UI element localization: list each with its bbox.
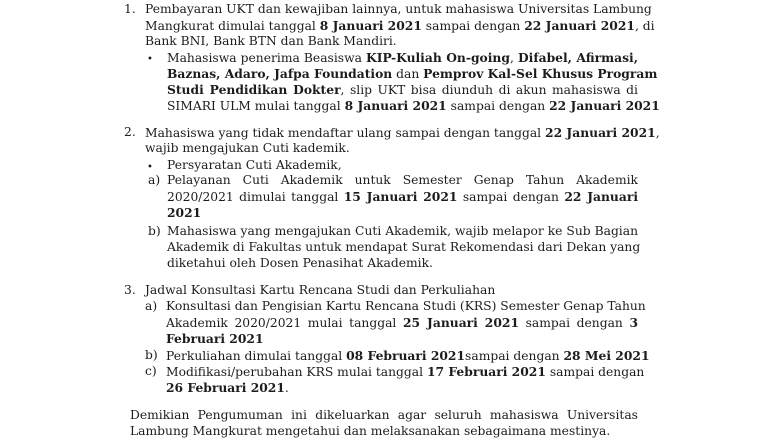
item2-b-line2: Akademik di Fakultas untuk mendapat Surat Rekomendasi dari Dekan yang (167, 240, 641, 254)
item3-b-marker: b) (145, 348, 158, 362)
item3-title: Jadwal Konsultasi Kartu Rencana Studi dan Perkuliahan (145, 283, 496, 297)
item3-c-line2: 26 Februari 2021. (166, 380, 289, 395)
item1-bullet: • (147, 54, 153, 65)
item2-line2: wajib mengajukan Cuti kademik. (145, 141, 350, 155)
item2-number: 2. (124, 125, 136, 139)
item3-b-line1: Perkuliahan dimulai tanggal 08 Februari 2021sampai dengan 28 Mei 2021 (166, 348, 650, 363)
item1-line3: Bank BNI, Bank BTN dan Bank Mandiri. (145, 34, 397, 48)
item2-bullet: • (147, 162, 153, 173)
item2-line1: Mahasiswa yang tidak mendaftar ulang sampai dengan tanggal 22 Januari 2021, (145, 125, 660, 140)
item3-a-line2: Akademik 2020/2021 mulai tanggal 25 Januari 2021 sampai dengan 3 (166, 315, 638, 330)
item1-bullet-line4: SIMARI ULM mulai tanggal 8 Januari 2021 sampai dengan 22 Januari 2021 (167, 98, 660, 113)
closing-line2: Lambung Mangkurat mengetahui dan melaksanakan sebagaimana mestinya. (130, 424, 611, 438)
item3-number: 3. (124, 283, 136, 297)
item1-line2: Mangkurat dimulai tanggal 8 Januari 2021 sampai dengan 22 Januari 2021, di (145, 18, 655, 33)
item3-a-line1: Konsultasi dan Pengisian Kartu Rencana Studi (KRS) Semester Genap Tahun (166, 299, 646, 313)
item1-bullet-line1: Mahasiswa penerima Beasiswa KIP-Kuliah On-going, Difabel, Afirmasi, (167, 50, 639, 65)
item1-number: 1. (124, 2, 136, 16)
closing-line1: Demikian Pengumuman ini dikeluarkan agar seluruh mahasiswa Universitas (130, 408, 638, 422)
item2-a-line1: Pelayanan Cuti Akademik untuk Semester Genap Tahun Akademik (167, 173, 638, 187)
item3-c-marker: c) (145, 364, 157, 378)
item1-bullet-line3: Studi Pendidikan Dokter, slip UKT bisa diunduh di akun mahasiswa di (167, 82, 638, 97)
item3-a-marker: a) (145, 299, 158, 313)
item2-a-line2: 2020/2021 dimulai tanggal 15 Januari 2021 sampai dengan 22 Januari (167, 189, 638, 204)
item1-line1: Pembayaran UKT dan kewajiban lainnya, untuk mahasiswa Universitas Lambung (145, 2, 652, 16)
item3-a-line3: Februari 2021 (166, 331, 264, 346)
item2-a-line3: 2021 (167, 205, 202, 220)
item2-b-line3: diketahui oleh Dosen Penasihat Akademik. (167, 256, 433, 270)
item2-b-marker: b) (148, 224, 161, 238)
item3-c-line1: Modifikasi/perubahan KRS mulai tanggal 17 Februari 2021 sampai dengan (166, 364, 645, 379)
item2-bullet-title: Persyaratan Cuti Akademik, (167, 158, 342, 172)
item2-b-line1: Mahasiswa yang mengajukan Cuti Akademik, wajib melapor ke Sub Bagian (167, 224, 638, 238)
item1-bullet-line2: Baznas, Adaro, Jafpa Foundation dan Pemprov Kal-Sel Khusus Program (167, 66, 658, 81)
item2-a-marker: a) (148, 173, 161, 187)
